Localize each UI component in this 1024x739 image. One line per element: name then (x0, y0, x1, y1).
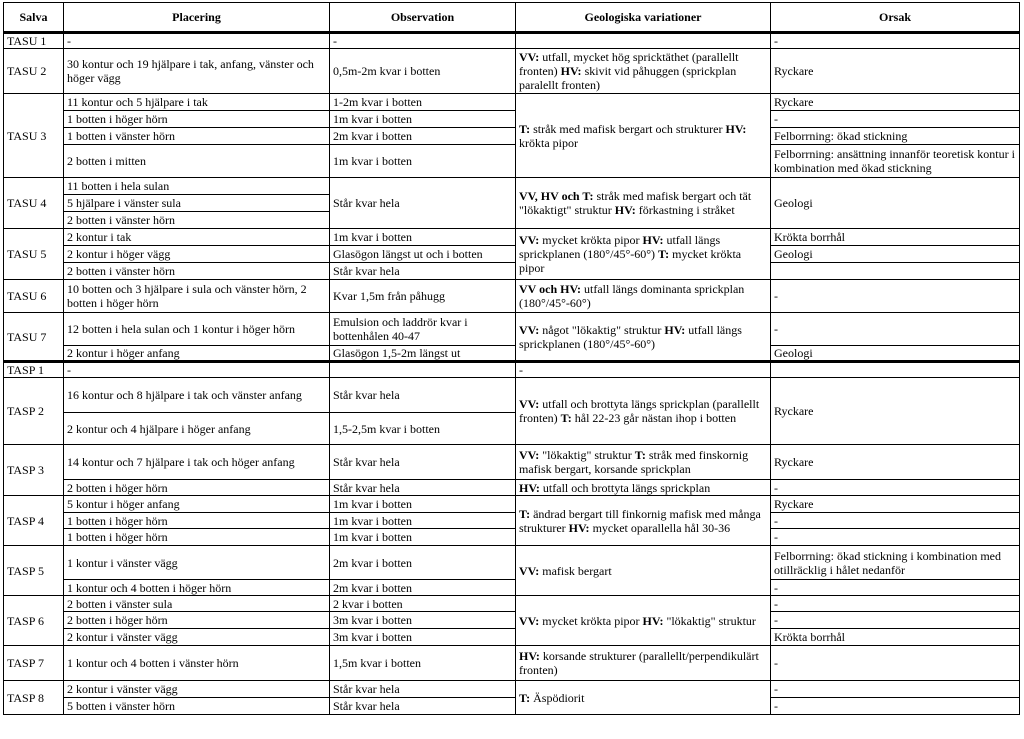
table-row (4, 178, 1020, 195)
placering-cell: 1 botten i höger hörn (64, 529, 330, 546)
geologi-cell (516, 378, 771, 445)
orsak-cell (771, 362, 1020, 378)
orsak-cell: Felborrning: ansättning innanför teoretisk kontur i kombination med ökad stickning (771, 145, 1020, 178)
orsak-cell: - (771, 480, 1020, 496)
observation-cell: 1m kvar i botten (330, 529, 516, 546)
observation-cell: 2m kvar i botten (330, 128, 516, 145)
salva-cell: TASU 5 (4, 229, 64, 280)
salva-cell: TASU 3 (4, 94, 64, 178)
geology-label: HV: (664, 322, 686, 337)
observation-cell: 2m kvar i botten (330, 580, 516, 596)
salva-cell: TASU 4 (4, 178, 64, 229)
orsak-cell: Ryckare (771, 94, 1020, 111)
geologi-cell (516, 445, 771, 480)
geology-label: VV och HV: (519, 282, 582, 296)
orsak-cell: - (771, 313, 1020, 346)
geology-text: mycket krökta pipor (539, 613, 643, 628)
geology-text: stråk med mafisk bergart och strukturer (530, 121, 726, 136)
table-row (4, 698, 1020, 715)
geology-label: HV: (614, 203, 636, 217)
geology-label: HV: (642, 233, 664, 247)
table-row (4, 246, 1020, 263)
observation-cell: 2 kvar i botten (330, 596, 516, 612)
geology-label: VV: (519, 613, 540, 628)
table-row (4, 94, 1020, 111)
placering-cell: 2 botten i höger hörn (64, 612, 330, 629)
observation-cell: 1-2m kvar i botten (330, 94, 516, 111)
observation-cell: 1m kvar i botten (330, 513, 516, 529)
geology-label: VV: (519, 448, 540, 462)
salva-cell: TASU 7 (4, 313, 64, 362)
orsak-cell: - (771, 681, 1020, 698)
geology-text: krökta pipor (519, 135, 578, 150)
observation-cell: 1m kvar i botten (330, 111, 516, 128)
geologi-cell (516, 229, 771, 280)
placering-cell: 5 hjälpare i vänster sula (64, 195, 330, 212)
observation-cell: 1,5-2,5m kvar i botten (330, 413, 516, 445)
geology-text: utfall längs sprickplanen (180°/45°-60°) (519, 322, 742, 351)
geologi-cell (516, 646, 771, 681)
geology-label: HV: (568, 520, 590, 535)
geology-text: stråk med mafisk bergart och tät "lökaktigt" struktur (519, 189, 752, 217)
geology-label: T: (519, 121, 531, 136)
placering-cell: 2 kontur och 4 hjälpare i höger anfang (64, 413, 330, 445)
observation-cell: Emulsion och laddrör kvar i bottenhålen 40-47 (330, 313, 516, 346)
placering-cell: 1 botten i vänster hörn (64, 128, 330, 145)
table-row (4, 629, 1020, 646)
observation-cell: 3m kvar i botten (330, 629, 516, 646)
table-row (4, 480, 1020, 496)
placering-cell: 2 kontur i tak (64, 229, 330, 246)
orsak-cell (771, 263, 1020, 280)
header-row (4, 3, 1020, 33)
geologi-cell (516, 313, 771, 362)
geology-text: mycket oparallella hål 30-36 (589, 520, 731, 535)
placering-cell: 1 botten i höger hörn (64, 513, 330, 529)
placering-cell: 12 botten i hela sulan och 1 kontur i höger hörn (64, 313, 330, 346)
geology-text: förkastning i stråket (635, 203, 735, 217)
geology-label: VV: (519, 563, 540, 578)
observation-cell: - (330, 33, 516, 49)
geology-text: Äspödiorit (530, 690, 585, 705)
observation-cell: Står kvar hela (330, 178, 516, 229)
blasting-observations-table (3, 2, 1020, 715)
geology-label: T: (560, 411, 572, 425)
placering-cell: 1 kontur och 4 botten i höger hörn (64, 580, 330, 596)
table-row (4, 263, 1020, 280)
header-geologiska-variationer: Geologiska variationer (516, 3, 771, 33)
orsak-cell: - (771, 280, 1020, 313)
orsak-cell: Krökta borrhål (771, 629, 1020, 646)
orsak-cell: Ryckare (771, 445, 1020, 480)
geologi-cell (516, 94, 771, 178)
observation-cell: 2m kvar i botten (330, 546, 516, 580)
geology-label: VV: (519, 233, 540, 247)
salva-cell: TASP 6 (4, 596, 64, 646)
table-row (4, 445, 1020, 480)
geology-label: VV: (519, 322, 540, 337)
placering-cell: 1 kontur i vänster vägg (64, 546, 330, 580)
placering-cell: 1 botten i höger hörn (64, 111, 330, 128)
geology-text: korsande strukturer (parallellt/perpendikulärt fronten) (519, 649, 759, 677)
geology-text: "lökaktig" struktur (663, 613, 756, 628)
orsak-cell: - (771, 612, 1020, 629)
placering-cell: 2 botten i vänster hörn (64, 212, 330, 229)
geology-text: utfall, mycket hög spricktäthet (parallellt fronten) (519, 50, 739, 78)
table-row (4, 145, 1020, 178)
orsak-cell: Felborrning: ökad stickning i kombination med otillräcklig i hålet nedanför (771, 546, 1020, 580)
placering-cell: - (64, 362, 330, 378)
geologi-cell (516, 33, 771, 49)
orsak-cell: Geologi (771, 346, 1020, 362)
placering-cell: 2 kontur i vänster vägg (64, 629, 330, 646)
salva-cell: TASP 4 (4, 496, 64, 546)
geology-text: mycket krökta pipor (539, 233, 643, 247)
geologi-cell (516, 596, 771, 646)
geology-label: T: (519, 506, 531, 521)
orsak-cell: - (771, 698, 1020, 715)
table-row (4, 280, 1020, 313)
table-row (4, 580, 1020, 596)
salva-cell: TASP 1 (4, 362, 64, 378)
geology-text: utfall och brottyta längs sprickplan (parallellt fronten) (519, 397, 760, 425)
placering-cell: 2 kontur i höger anfang (64, 346, 330, 362)
orsak-cell: Ryckare (771, 496, 1020, 513)
table-row (4, 128, 1020, 145)
observation-cell: Står kvar hela (330, 263, 516, 280)
orsak-cell: Ryckare (771, 378, 1020, 445)
table-row (4, 596, 1020, 612)
salva-cell: TASP 3 (4, 445, 64, 496)
table-row (4, 513, 1020, 529)
geologi-cell (516, 496, 771, 546)
placering-cell: 2 kontur i höger vägg (64, 246, 330, 263)
placering-cell: 2 botten i vänster sula (64, 596, 330, 612)
observation-cell: 1,5m kvar i botten (330, 646, 516, 681)
orsak-cell: - (771, 529, 1020, 546)
placering-cell: 30 kontur och 19 hjälpare i tak, anfang, vänster och höger vägg (64, 49, 330, 94)
geology-label: T: (634, 448, 646, 462)
table-row (4, 529, 1020, 546)
orsak-cell: - (771, 580, 1020, 596)
salva-cell: TASP 2 (4, 378, 64, 445)
placering-cell: 1 kontur och 4 botten i vänster hörn (64, 646, 330, 681)
observation-cell: Kvar 1,5m från påhugg (330, 280, 516, 313)
geology-label: T: (658, 247, 670, 261)
geology-text: utfall längs dominanta sprickplan (180°/45°-60°) (519, 282, 745, 310)
geology-text: stråk med finskornig mafisk bergart, korsande sprickplan (519, 448, 749, 476)
salva-cell: TASU 2 (4, 49, 64, 94)
geology-label: HV: (560, 64, 582, 78)
placering-cell: 2 botten i mitten (64, 145, 330, 178)
observation-cell: Står kvar hela (330, 698, 516, 715)
geologi-cell (516, 178, 771, 229)
orsak-cell: Geologi (771, 246, 1020, 263)
observation-cell: 1m kvar i botten (330, 229, 516, 246)
placering-cell: 16 kontur och 8 hjälpare i tak och vänster anfang (64, 378, 330, 413)
table-row (4, 378, 1020, 413)
geology-label: VV, HV och T: (519, 189, 594, 203)
table-row (4, 362, 1020, 378)
orsak-cell: - (771, 33, 1020, 49)
observation-cell: 0,5m-2m kvar i botten (330, 49, 516, 94)
geology-text: "lökaktig" struktur (539, 448, 635, 462)
salva-cell: TASP 5 (4, 546, 64, 596)
geology-text: mafisk bergart (539, 563, 612, 578)
geology-label: HV: (642, 613, 664, 628)
geologi-cell (516, 280, 771, 313)
geology-text: något "lökaktig" struktur (539, 322, 665, 337)
observation-cell: Glasögon 1,5-2m längst ut (330, 346, 516, 362)
orsak-cell: - (771, 596, 1020, 612)
placering-cell: 2 botten i vänster hörn (64, 263, 330, 280)
geology-text: mycket krökta pipor (519, 247, 742, 275)
observation-cell: Glasögon längst ut och i botten (330, 246, 516, 263)
table-row (4, 546, 1020, 580)
geologi-cell (516, 681, 771, 715)
observation-cell: Står kvar hela (330, 480, 516, 496)
table-row (4, 49, 1020, 94)
geology-label: T: (519, 690, 531, 705)
observation-cell: Står kvar hela (330, 681, 516, 698)
salva-cell: TASU 1 (4, 33, 64, 49)
orsak-cell: Geologi (771, 178, 1020, 229)
table-row (4, 346, 1020, 362)
geology-text: skivit vid påhuggen (sprickplan paralellt fronten) (519, 64, 737, 92)
header-orsak: Orsak (771, 3, 1020, 33)
table-row (4, 496, 1020, 513)
salva-cell: TASP 8 (4, 681, 64, 715)
orsak-cell: - (771, 513, 1020, 529)
geology-label: HV: (519, 649, 540, 663)
orsak-cell: - (771, 646, 1020, 681)
data-table-container (3, 2, 1021, 715)
observation-cell: 1m kvar i botten (330, 496, 516, 513)
placering-cell: 2 kontur i vänster vägg (64, 681, 330, 698)
salva-cell: TASP 7 (4, 646, 64, 681)
orsak-cell: Ryckare (771, 49, 1020, 94)
observation-cell: 3m kvar i botten (330, 612, 516, 629)
geology-label: HV: (519, 480, 540, 495)
table-row (4, 612, 1020, 629)
salva-cell: TASU 6 (4, 280, 64, 313)
header-salva: Salva (4, 3, 64, 33)
geologi-cell: - (516, 362, 771, 378)
observation-cell: 1m kvar i botten (330, 145, 516, 178)
orsak-cell: Felborrning: ökad stickning (771, 128, 1020, 145)
geology-text: utfall längs sprickplanen (180°/45°-60°) (519, 233, 721, 261)
placering-cell: 10 botten och 3 hjälpare i sula och vänster hörn, 2 botten i höger hörn (64, 280, 330, 313)
orsak-cell: - (771, 111, 1020, 128)
geologi-cell (516, 546, 771, 596)
table-row (4, 229, 1020, 246)
table-row (4, 111, 1020, 128)
geology-label: HV: (725, 121, 747, 136)
geology-text: hål 22-23 går nästan ihop i botten (571, 411, 737, 425)
observation-cell (330, 362, 516, 378)
geology-label: VV: (519, 397, 540, 411)
geology-label: VV: (519, 50, 540, 64)
orsak-cell: Krökta borrhål (771, 229, 1020, 246)
header-placering: Placering (64, 3, 330, 33)
geologi-cell (516, 49, 771, 94)
placering-cell: - (64, 33, 330, 49)
table-row (4, 681, 1020, 698)
placering-cell: 14 kontur och 7 hjälpare i tak och höger anfang (64, 445, 330, 480)
geology-text: ändrad bergart till finkornig mafisk med många strukturer (519, 506, 761, 535)
placering-cell: 5 botten i vänster hörn (64, 698, 330, 715)
placering-cell: 5 kontur i höger anfang (64, 496, 330, 513)
placering-cell: 11 botten i hela sulan (64, 178, 330, 195)
geologi-cell (516, 480, 771, 496)
observation-cell: Står kvar hela (330, 445, 516, 480)
header-observation: Observation (330, 3, 516, 33)
table-row (4, 313, 1020, 346)
placering-cell: 2 botten i höger hörn (64, 480, 330, 496)
table-row (4, 646, 1020, 681)
geology-text: utfall och brottyta längs sprickplan (539, 480, 711, 495)
table-row (4, 33, 1020, 49)
observation-cell: Står kvar hela (330, 378, 516, 413)
placering-cell: 11 kontur och 5 hjälpare i tak (64, 94, 330, 111)
